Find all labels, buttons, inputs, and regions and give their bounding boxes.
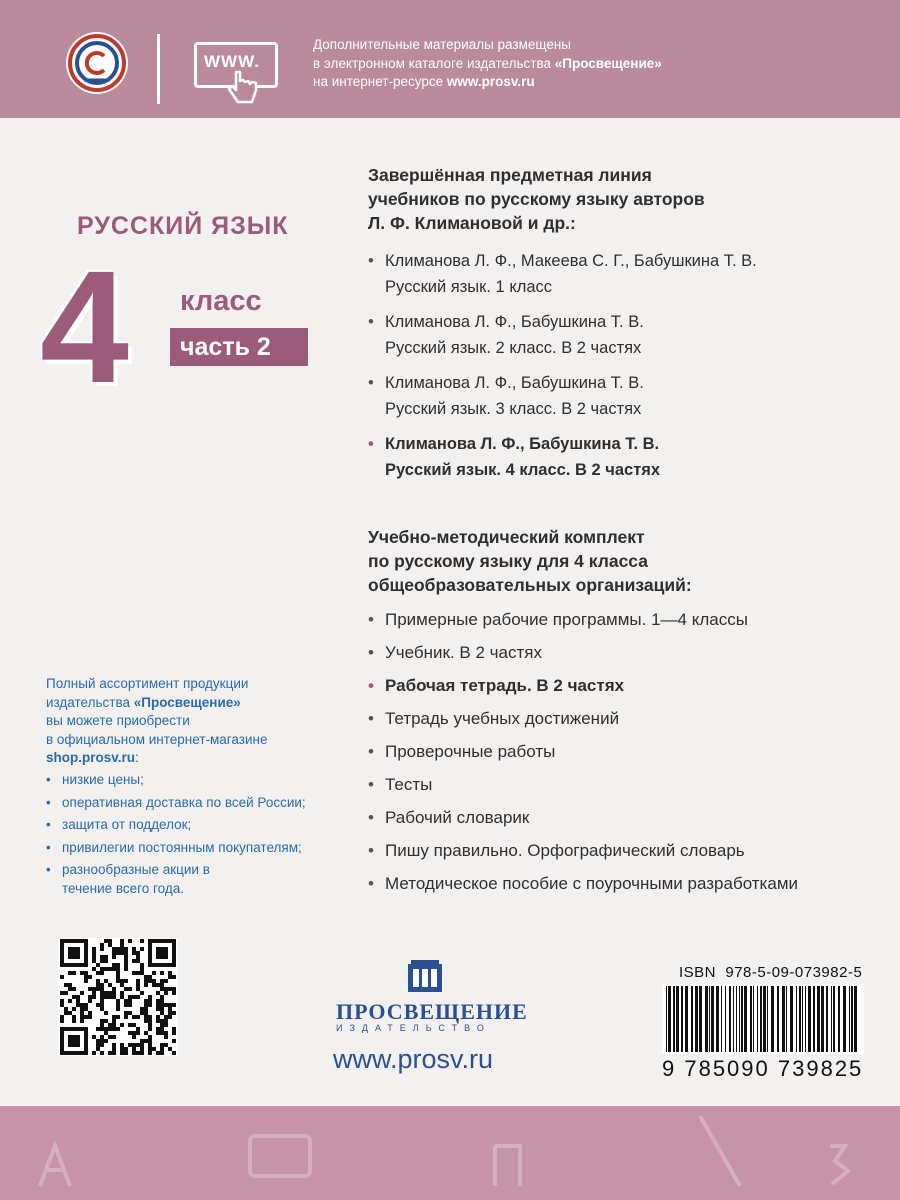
benefit-item: • разнообразные акции в течение всего года. [46,861,252,898]
kit-item: • Методическое пособие с поурочными разработками [368,867,798,900]
pointer-hand-icon [226,68,262,108]
kit-item: • Рабочий словарик [368,801,798,834]
qr-code[interactable] [58,938,178,1056]
footer-band [0,1106,900,1200]
publisher-logo-icon [408,960,442,992]
www-label: WWW. [204,52,260,71]
benefit-item: • привилегии постоянным покупателям; [46,839,306,858]
prosv-logo-icon [66,32,128,94]
grade-label: класс [180,285,262,317]
series-item: • Климанова Л. Ф., Бабушкина Т. В. Русский язык. 2 класс. В 2 частях [368,309,757,361]
kit-item: • Тесты [368,768,798,801]
series-heading: Завершённая предметная линия учебников по русскому языку авторов Л. Ф. Климановой и др.: [368,165,705,233]
series-item: • Климанова Л. Ф., Бабушкина Т. В. Русский язык. 3 класс. В 2 частях [368,370,757,422]
benefit-item: • низкие цены; [46,771,306,790]
kit-item-current: • Рабочая тетрадь. В 2 частях [368,669,798,702]
series-item: • Климанова Л. Ф., Макеева С. Г., Бабушкина Т. В. Русский язык. 1 класс [368,248,757,300]
publisher-url[interactable]: www.prosv.ru [333,1044,494,1074]
kit-list [368,603,798,900]
shop-info: Полный ассортимент продукции издательства «Просвещение» вы можете приобрести в официальном интернет-магазине shop.prosv.ru: [46,676,268,765]
benefit-item: • защита от подделок; [46,816,306,835]
barcode [662,984,864,1054]
kit-item: • Тетрадь учебных достижений [368,702,798,735]
kit-item: • Пишу правильно. Орфографический словарь [368,834,798,867]
part-label: часть 2 [170,328,308,366]
extra-materials-note: Дополнительные материалы размещены в электронном каталоге издательства «Просвещение» на интернет-ресурсе www.prosv.ru [313,37,662,89]
publisher-name: ПРОСВЕЩЕНИЕ [336,999,528,1024]
kit-item: • Примерные рабочие программы. 1—4 классы [368,603,798,636]
subject-title: РУССКИЙ ЯЗЫК [77,212,289,240]
header-divider [157,34,160,104]
kit-item: • Проверочные работы [368,735,798,768]
kit-item: • Учебник. В 2 частях [368,636,798,669]
header-band [0,0,900,118]
series-item-current: • Климанова Л. Ф., Бабушкина Т. В. Русский язык. 4 класс. В 2 частях [368,431,757,483]
isbn-label: ISBN 978-5-09-073982-5 [679,964,863,981]
barcode-digits: 9 785090 739825 [662,1056,864,1081]
benefit-item: • оперативная доставка по всей России; [46,794,306,813]
decorative-doodles-icon [0,1106,900,1200]
shop-benefits [46,771,306,902]
series-list [368,248,757,492]
kit-heading: Учебно-методический комплект по русскому языку для 4 класса общеобразовательных организаций: [368,527,692,595]
shop-link[interactable]: shop.prosv.ru [46,750,136,765]
publisher-subtitle: ИЗДАТЕЛЬСТВО [336,1023,491,1033]
grade-number: 4 [40,237,129,416]
